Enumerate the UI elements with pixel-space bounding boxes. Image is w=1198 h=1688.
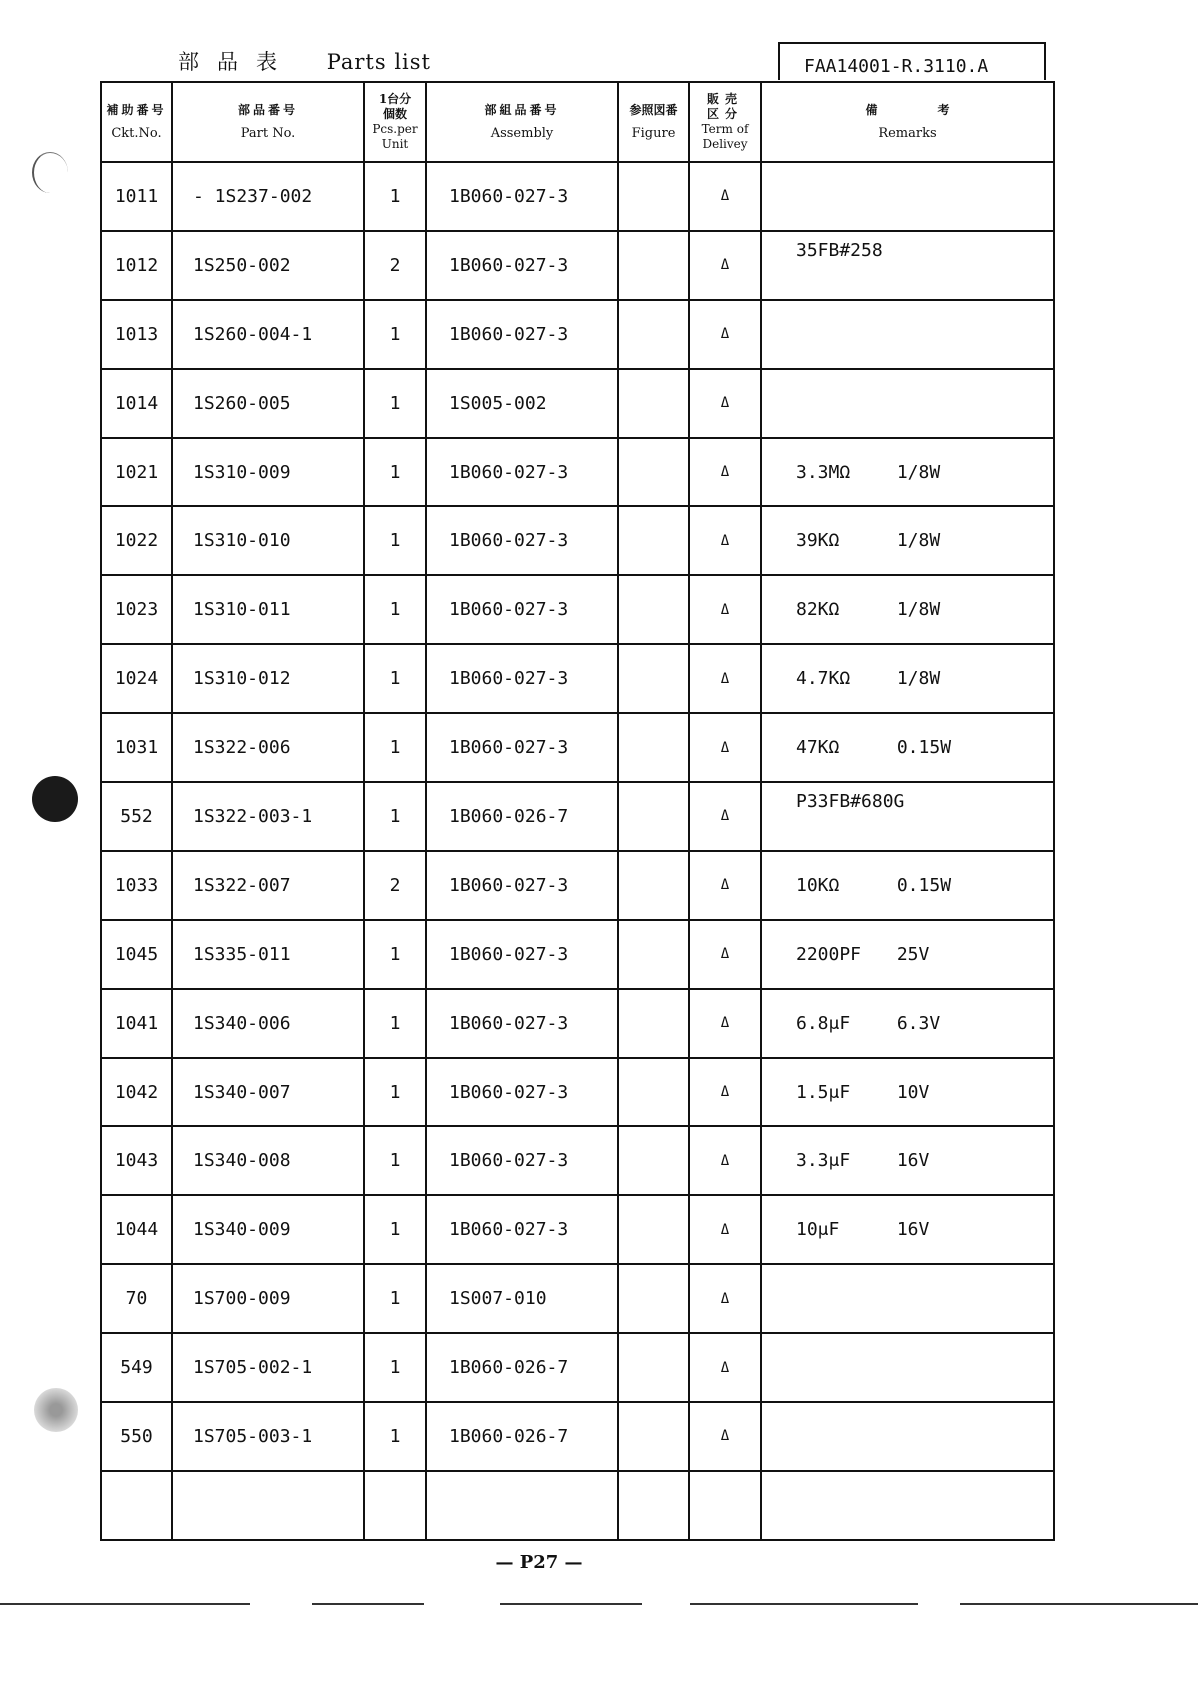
cell-ckt: 1011 xyxy=(101,162,172,231)
cell-figure xyxy=(618,1471,689,1540)
cell-assembly: 1B060-027-3 xyxy=(426,575,618,644)
remarks-rating: 0.15W xyxy=(896,874,952,896)
cell-remarks xyxy=(761,575,1054,644)
cell-remarks xyxy=(761,644,1054,713)
cell-part: 1S250-002 xyxy=(172,231,364,300)
cell-assembly: 1B060-027-3 xyxy=(426,851,618,920)
table-row xyxy=(101,1058,1054,1127)
remarks-value: P33FB#680G xyxy=(796,791,905,813)
cell-ckt: 1042 xyxy=(101,1058,172,1127)
header-term-jp2: 区分 xyxy=(706,107,743,121)
cell-ckt: 1041 xyxy=(101,989,172,1058)
cell-term: Δ xyxy=(689,1402,761,1471)
cell-remarks xyxy=(761,1195,1054,1264)
cell-figure xyxy=(618,1058,689,1127)
remarks-value: 2200PF xyxy=(796,943,862,965)
cell-assembly: 1B060-027-3 xyxy=(426,162,618,231)
cell-ckt: 1024 xyxy=(101,644,172,713)
cell-qty: 1 xyxy=(364,782,426,851)
remarks-rating: 1/8W xyxy=(896,668,941,690)
cell-assembly: 1B060-027-3 xyxy=(426,989,618,1058)
remarks-rating: 1/8W xyxy=(896,461,941,483)
cell-term: Δ xyxy=(689,369,761,438)
cell-qty: 1 xyxy=(364,1058,426,1127)
cell-figure xyxy=(618,1333,689,1402)
cell-remarks xyxy=(761,162,1054,231)
cell-part: 1S340-009 xyxy=(172,1195,364,1264)
table-row xyxy=(101,369,1054,438)
title-english: Parts list xyxy=(326,50,431,74)
cell-term: Δ xyxy=(689,1333,761,1402)
cell-part: - 1S237-002 xyxy=(172,162,364,231)
header-remarks-jp: 備考 xyxy=(865,103,1010,117)
remarks-value: 10μF xyxy=(796,1219,840,1241)
cell-part: 1S340-006 xyxy=(172,989,364,1058)
cell-figure xyxy=(618,851,689,920)
header-part-en: Part No. xyxy=(240,126,296,141)
table-row xyxy=(101,713,1054,782)
cell-qty: 1 xyxy=(364,162,426,231)
cell-qty: 1 xyxy=(364,369,426,438)
cell-ckt: 1013 xyxy=(101,300,172,369)
remarks-value: 3.3μF xyxy=(796,1150,851,1172)
cell-part: 1S705-002-1 xyxy=(172,1333,364,1402)
cell-figure xyxy=(618,1195,689,1264)
header-ckt-jp: 補助番号 xyxy=(106,103,167,117)
cell-assembly: 1B060-027-3 xyxy=(426,920,618,989)
cell-part: 1S310-009 xyxy=(172,438,364,507)
cell-qty: 1 xyxy=(364,1126,426,1195)
cell-part: 1S322-006 xyxy=(172,713,364,782)
header-term-jp1: 販売 xyxy=(706,92,743,106)
cell-remarks xyxy=(761,506,1054,575)
header-qty-jp2: 個数 xyxy=(382,107,407,121)
cell-ckt: 550 xyxy=(101,1402,172,1471)
cell-ckt: 1021 xyxy=(101,438,172,507)
cell-part: 1S260-004-1 xyxy=(172,300,364,369)
cell-qty xyxy=(364,1471,426,1540)
cell-part: 1S260-005 xyxy=(172,369,364,438)
cell-ckt: 1044 xyxy=(101,1195,172,1264)
cell-qty: 1 xyxy=(364,506,426,575)
cell-assembly: 1B060-026-7 xyxy=(426,1333,618,1402)
cell-ckt: 1023 xyxy=(101,575,172,644)
cell-part: 1S700-009 xyxy=(172,1264,364,1333)
cell-remarks xyxy=(761,920,1054,989)
table-row xyxy=(101,920,1054,989)
cell-figure xyxy=(618,506,689,575)
cell-qty: 1 xyxy=(364,575,426,644)
header-figure-jp: 参照図番 xyxy=(629,103,678,117)
remarks-rating: 16V xyxy=(896,1150,930,1172)
cell-part xyxy=(172,1471,364,1540)
remarks-value: 1.5μF xyxy=(796,1081,851,1103)
cell-term: Δ xyxy=(689,989,761,1058)
cell-figure xyxy=(618,300,689,369)
cell-assembly: 1B060-027-3 xyxy=(426,506,618,575)
cell-remarks xyxy=(761,1264,1054,1333)
document-id-text: FAA14001-R.3110.A xyxy=(804,56,989,77)
header-figure xyxy=(618,82,689,162)
document-id xyxy=(778,42,1046,80)
table-row xyxy=(101,506,1054,575)
cell-term: Δ xyxy=(689,300,761,369)
cell-part: 1S322-007 xyxy=(172,851,364,920)
table-row xyxy=(101,1195,1054,1264)
table-body xyxy=(101,162,1054,1540)
cell-assembly: 1B060-026-7 xyxy=(426,1402,618,1471)
header-part xyxy=(172,82,364,162)
cell-figure xyxy=(618,1126,689,1195)
cell-part: 1S310-012 xyxy=(172,644,364,713)
cell-ckt: 1043 xyxy=(101,1126,172,1195)
cell-remarks xyxy=(761,782,1054,851)
remarks-value: 39KΩ xyxy=(796,530,840,552)
cell-figure xyxy=(618,575,689,644)
header-qty-en2: Unit xyxy=(381,137,409,151)
cell-term: Δ xyxy=(689,506,761,575)
table-row xyxy=(101,1264,1054,1333)
cell-remarks xyxy=(761,989,1054,1058)
cell-assembly: 1B060-026-7 xyxy=(426,782,618,851)
cell-ckt: 549 xyxy=(101,1333,172,1402)
cell-term: Δ xyxy=(689,713,761,782)
table-row xyxy=(101,300,1054,369)
title-japanese: 部品表 xyxy=(178,50,295,74)
remarks-rating: 0.15W xyxy=(896,737,952,759)
cell-qty: 1 xyxy=(364,438,426,507)
cell-term xyxy=(689,1471,761,1540)
cell-qty: 1 xyxy=(364,713,426,782)
cell-term: Δ xyxy=(689,438,761,507)
cell-assembly: 1B060-027-3 xyxy=(426,713,618,782)
table-row xyxy=(101,231,1054,300)
cell-part: 1S705-003-1 xyxy=(172,1402,364,1471)
binder-hole-arc xyxy=(32,152,68,193)
table-row xyxy=(101,1333,1054,1402)
cell-ckt: 552 xyxy=(101,782,172,851)
header-ckt-en: Ckt.No. xyxy=(111,126,162,141)
header-assembly-en: Assembly xyxy=(490,126,554,141)
cell-qty: 1 xyxy=(364,644,426,713)
cell-ckt xyxy=(101,1471,172,1540)
cell-figure xyxy=(618,369,689,438)
remarks-value: 4.7KΩ xyxy=(796,668,851,690)
table-row xyxy=(101,575,1054,644)
cell-qty: 1 xyxy=(364,1402,426,1471)
cell-figure xyxy=(618,438,689,507)
cell-figure xyxy=(618,644,689,713)
cell-ckt: 1031 xyxy=(101,713,172,782)
header-figure-en: Figure xyxy=(631,126,676,141)
cell-figure xyxy=(618,989,689,1058)
parts-table xyxy=(100,81,1055,1541)
cell-figure xyxy=(618,713,689,782)
bottom-rule xyxy=(312,1603,424,1605)
remarks-rating: 10V xyxy=(896,1081,930,1103)
table-row xyxy=(101,782,1054,851)
cell-qty: 1 xyxy=(364,1333,426,1402)
page-number: — P27 — xyxy=(495,1552,583,1573)
binder-hole-dark xyxy=(32,776,78,822)
bottom-rule xyxy=(690,1603,918,1605)
table-row xyxy=(101,438,1054,507)
table-header-row xyxy=(101,82,1054,162)
remarks-rating: 1/8W xyxy=(896,599,941,621)
cell-part: 1S310-010 xyxy=(172,506,364,575)
cell-remarks xyxy=(761,1126,1054,1195)
header-remarks-en: Remarks xyxy=(878,126,937,141)
remarks-value: 3.3MΩ xyxy=(796,461,851,483)
cell-term: Δ xyxy=(689,1058,761,1127)
cell-remarks xyxy=(761,1402,1054,1471)
header-term xyxy=(689,82,761,162)
cell-remarks xyxy=(761,300,1054,369)
cell-figure xyxy=(618,920,689,989)
cell-remarks xyxy=(761,1333,1054,1402)
remarks-rating: 16V xyxy=(896,1219,930,1241)
cell-term: Δ xyxy=(689,851,761,920)
binder-hole-stipple xyxy=(34,1388,78,1432)
cell-figure xyxy=(618,231,689,300)
remarks-value: 10KΩ xyxy=(796,874,840,896)
cell-part: 1S322-003-1 xyxy=(172,782,364,851)
cell-term: Δ xyxy=(689,575,761,644)
cell-qty: 2 xyxy=(364,851,426,920)
cell-ckt: 1045 xyxy=(101,920,172,989)
table-row-empty xyxy=(101,1471,1054,1540)
cell-part: 1S310-011 xyxy=(172,575,364,644)
header-part-jp: 部品番号 xyxy=(237,103,298,117)
cell-assembly xyxy=(426,1471,618,1540)
cell-assembly: 1B060-027-3 xyxy=(426,231,618,300)
cell-ckt: 1022 xyxy=(101,506,172,575)
table-row xyxy=(101,1402,1054,1471)
cell-part: 1S340-008 xyxy=(172,1126,364,1195)
cell-qty: 1 xyxy=(364,1195,426,1264)
header-remarks xyxy=(761,82,1054,162)
remarks-value: 82KΩ xyxy=(796,599,840,621)
bottom-rule xyxy=(0,1603,250,1605)
cell-qty: 2 xyxy=(364,231,426,300)
cell-assembly: 1S007-010 xyxy=(426,1264,618,1333)
cell-remarks xyxy=(761,1471,1054,1540)
remarks-rating: 25V xyxy=(896,943,930,965)
remarks-rating: 1/8W xyxy=(896,530,941,552)
cell-remarks xyxy=(761,713,1054,782)
cell-ckt: 1033 xyxy=(101,851,172,920)
cell-term: Δ xyxy=(689,920,761,989)
cell-remarks xyxy=(761,438,1054,507)
cell-remarks xyxy=(761,231,1054,300)
header-qty-en1: Pcs.per xyxy=(372,122,418,136)
cell-term: Δ xyxy=(689,1126,761,1195)
header-assembly-jp: 部組品番号 xyxy=(484,103,560,117)
table-row xyxy=(101,1126,1054,1195)
header-qty xyxy=(364,82,426,162)
cell-term: Δ xyxy=(689,1195,761,1264)
header-term-en1: Term of xyxy=(701,122,749,136)
cell-assembly: 1B060-027-3 xyxy=(426,1195,618,1264)
cell-term: Δ xyxy=(689,231,761,300)
header-term-en2: Delivey xyxy=(702,137,748,151)
cell-remarks xyxy=(761,851,1054,920)
cell-assembly: 1B060-027-3 xyxy=(426,300,618,369)
cell-assembly: 1B060-027-3 xyxy=(426,1126,618,1195)
cell-qty: 1 xyxy=(364,300,426,369)
cell-assembly: 1B060-027-3 xyxy=(426,644,618,713)
cell-figure xyxy=(618,162,689,231)
remarks-rating: 6.3V xyxy=(896,1012,941,1034)
table-row xyxy=(101,644,1054,713)
cell-term: Δ xyxy=(689,644,761,713)
header-ckt xyxy=(101,82,172,162)
cell-assembly: 1S005-002 xyxy=(426,369,618,438)
cell-ckt: 70 xyxy=(101,1264,172,1333)
cell-ckt: 1014 xyxy=(101,369,172,438)
bottom-rule xyxy=(960,1603,1198,1605)
table-row xyxy=(101,989,1054,1058)
remarks-value: 6.8μF xyxy=(796,1012,851,1034)
cell-remarks xyxy=(761,369,1054,438)
cell-term: Δ xyxy=(689,782,761,851)
header-assembly xyxy=(426,82,618,162)
table-row xyxy=(101,162,1054,231)
remarks-value: 35FB#258 xyxy=(796,239,883,261)
remarks-value: 47KΩ xyxy=(796,737,840,759)
cell-term: Δ xyxy=(689,1264,761,1333)
cell-figure xyxy=(618,782,689,851)
cell-figure xyxy=(618,1264,689,1333)
cell-part: 1S340-007 xyxy=(172,1058,364,1127)
header-qty-jp1: 1台分 xyxy=(378,92,412,106)
cell-ckt: 1012 xyxy=(101,231,172,300)
cell-qty: 1 xyxy=(364,1264,426,1333)
cell-assembly: 1B060-027-3 xyxy=(426,1058,618,1127)
cell-figure xyxy=(618,1402,689,1471)
cell-assembly: 1B060-027-3 xyxy=(426,438,618,507)
table-row xyxy=(101,851,1054,920)
cell-part: 1S335-011 xyxy=(172,920,364,989)
bottom-rule xyxy=(500,1603,642,1605)
cell-term: Δ xyxy=(689,162,761,231)
cell-qty: 1 xyxy=(364,920,426,989)
page-title xyxy=(178,46,431,76)
cell-remarks xyxy=(761,1058,1054,1127)
cell-qty: 1 xyxy=(364,989,426,1058)
